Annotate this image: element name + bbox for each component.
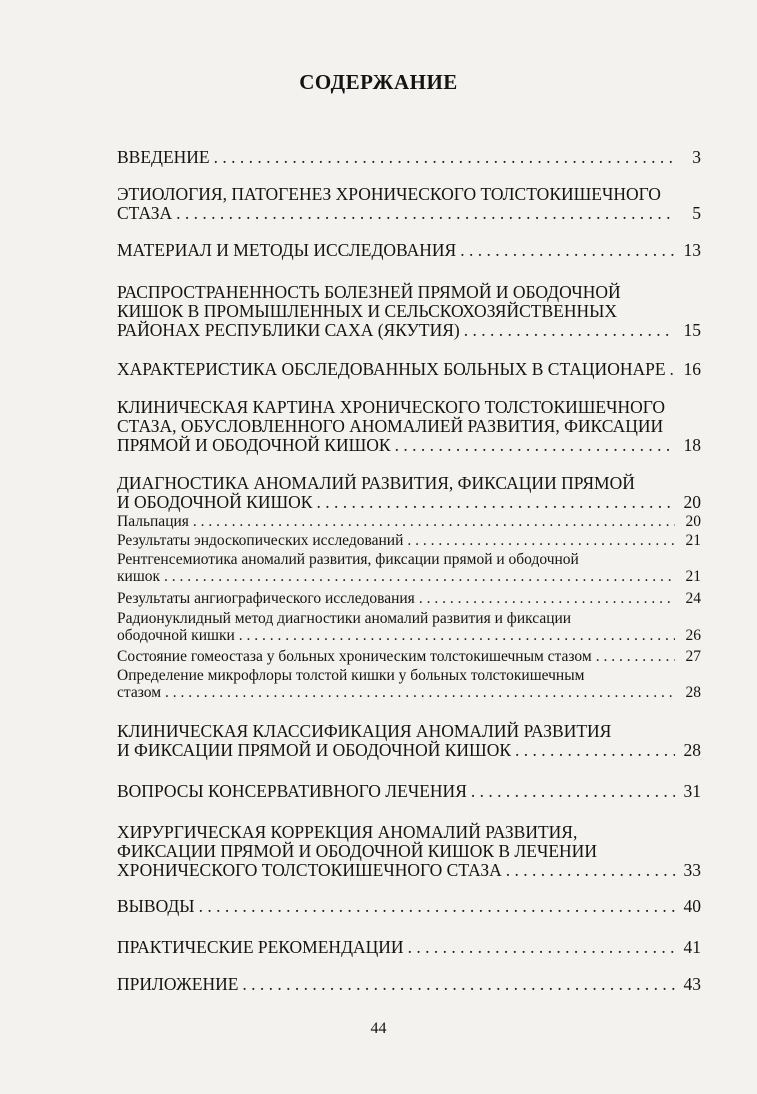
toc-subentry	[117, 532, 701, 549]
toc-subentry	[117, 513, 701, 530]
leader-dots	[193, 513, 675, 530]
toc-entry	[117, 474, 701, 512]
toc-subentry	[117, 648, 701, 665]
toc-page-number: 16	[683, 359, 701, 379]
toc-entry-title: кишок	[117, 568, 161, 585]
toc-entry	[117, 897, 701, 916]
toc-entry-title: КЛИНИЧЕСКАЯ КЛАССИФИКАЦИЯ АНОМАЛИЙ РАЗВИТИЯ	[117, 721, 612, 741]
toc-entry-title: СТАЗА, ОБУСЛОВЛЕННОГО АНОМАЛИЕЙ РАЗВИТИЯ, ФИКСАЦИИ	[117, 416, 664, 436]
toc-page-number: 33	[683, 860, 701, 880]
leader-dots	[471, 782, 675, 801]
leader-dots	[214, 148, 675, 167]
toc-page-number: 15	[683, 320, 701, 340]
toc-page-number: 27	[685, 648, 701, 665]
toc-subentry	[117, 610, 701, 644]
toc-entry-title: И ФИКСАЦИИ ПРЯМОЙ И ОБОДОЧНОЙ КИШОК	[117, 740, 512, 760]
toc-page-number: 31	[683, 781, 701, 801]
toc-page-number: 3	[692, 147, 701, 167]
toc-entry-title: ПРАКТИЧЕСКИЕ РЕКОМЕНДАЦИИ	[117, 937, 404, 957]
page-title: СОДЕРЖАНИЕ	[299, 70, 458, 94]
toc-entry-title: Результаты эндоскопических исследований	[117, 532, 404, 549]
toc-entry-title: стазом	[117, 684, 162, 701]
leader-dots	[242, 975, 675, 994]
toc-page-number: 20	[683, 492, 701, 512]
toc-page-number: 13	[683, 240, 701, 260]
toc-subentry	[117, 667, 701, 701]
toc-entry-title: Пальпация	[117, 513, 189, 530]
toc-page-number: 20	[685, 513, 701, 530]
toc-entry-title: ПРЯМОЙ И ОБОДОЧНОЙ КИШОК	[117, 435, 391, 455]
toc-page-number: 5	[692, 203, 701, 223]
toc-entry-title: МАТЕРИАЛ И МЕТОДЫ ИССЛЕДОВАНИЯ	[117, 240, 457, 260]
toc-page-number: 21	[685, 532, 701, 549]
leader-dots	[176, 204, 675, 223]
leader-dots	[316, 493, 675, 512]
toc-page-number: 26	[685, 627, 701, 644]
toc-page-number: 40	[683, 896, 701, 916]
toc-entry-title: Состояние гомеостаза у больных хроническим толстокишечным стазом	[117, 648, 592, 665]
toc-subentry	[117, 590, 701, 607]
leader-dots	[596, 648, 675, 665]
toc-entry-title: ХРОНИЧЕСКОГО ТОЛСТОКИШЕЧНОГО СТАЗА	[117, 860, 502, 880]
toc-entry-title: Радионуклидный метод диагностики аномалий развития и фиксации	[117, 610, 572, 627]
leader-dots	[515, 741, 675, 760]
leader-dots	[239, 627, 675, 644]
toc-entry-title: СТАЗА	[117, 203, 173, 223]
toc-entry	[117, 398, 701, 455]
toc-entry-title: ДИАГНОСТИКА АНОМАЛИЙ РАЗВИТИЯ, ФИКСАЦИИ ПРЯМОЙ	[117, 473, 635, 493]
toc-entry-title: ЭТИОЛОГИЯ, ПАТОГЕНЕЗ ХРОНИЧЕСКОГО ТОЛСТОКИШЕЧНОГО	[117, 184, 661, 204]
toc-entry	[117, 283, 701, 340]
page-number: 44	[370, 1020, 387, 1037]
toc-page-number: 18	[683, 435, 701, 455]
toc-page-number: 43	[683, 974, 701, 994]
toc-subentry	[117, 551, 701, 585]
toc-entry-title: Результаты ангиографического исследования	[117, 590, 415, 607]
toc-entry	[117, 148, 701, 167]
toc-entry-title: ВЫВОДЫ	[117, 896, 195, 916]
toc-page-number: 24	[685, 590, 701, 607]
leader-dots	[419, 590, 675, 607]
toc-entry-title: КЛИНИЧЕСКАЯ КАРТИНА ХРОНИЧЕСКОГО ТОЛСТОКИШЕЧНОГО	[117, 397, 666, 417]
toc-page-number: 28	[683, 740, 701, 760]
leader-dots	[460, 241, 675, 260]
leader-dots	[670, 360, 675, 379]
toc-entry-title: И ОБОДОЧНОЙ КИШОК	[117, 492, 313, 512]
toc-entry	[117, 938, 701, 957]
toc-entry-title: ВОПРОСЫ КОНСЕРВАТИВНОГО ЛЕЧЕНИЯ	[117, 781, 467, 801]
leader-dots	[164, 568, 675, 585]
toc-entry-title: ВВЕДЕНИЕ	[117, 147, 210, 167]
toc-entry	[117, 823, 701, 880]
toc-entry-title: ХИРУРГИЧЕСКАЯ КОРРЕКЦИЯ АНОМАЛИЙ РАЗВИТИЯ,	[117, 822, 578, 842]
toc-entry	[117, 782, 701, 801]
toc-entry-title: ХАРАКТЕРИСТИКА ОБСЛЕДОВАННЫХ БОЛЬНЫХ В СТАЦИОНАРЕ	[117, 359, 666, 379]
toc-entry-title: Рентгенсемиотика аномалий развития, фиксации прямой и ободочной	[117, 551, 579, 568]
toc-entry-title: РАЙОНАХ РЕСПУБЛИКИ САХА (ЯКУТИЯ)	[117, 320, 460, 340]
toc-page-number: 21	[685, 568, 701, 585]
leader-dots	[395, 436, 675, 455]
toc-page-number: 28	[685, 684, 701, 701]
leader-dots	[506, 861, 675, 880]
toc-entry-title: Определение микрофлоры толстой кишки у больных толстокишечным	[117, 667, 585, 684]
toc-entry-title: РАСПРОСТРАНЕННОСТЬ БОЛЕЗНЕЙ ПРЯМОЙ И ОБОДОЧНОЙ	[117, 282, 621, 302]
toc-entry	[117, 975, 701, 994]
toc-page-number: 41	[683, 937, 701, 957]
toc-entry-title: ФИКСАЦИИ ПРЯМОЙ И ОБОДОЧНОЙ КИШОК В ЛЕЧЕНИИ	[117, 841, 597, 861]
leader-dots	[165, 684, 675, 701]
leader-dots	[408, 938, 675, 957]
toc-entry	[117, 241, 701, 260]
toc-entry	[117, 360, 701, 379]
toc-entry	[117, 185, 701, 223]
toc-entry-title: ободочной кишки	[117, 627, 235, 644]
toc-entry-title: КИШОК В ПРОМЫШЛЕННЫХ И СЕЛЬСКОХОЗЯЙСТВЕННЫХ	[117, 301, 618, 321]
leader-dots	[464, 321, 675, 340]
leader-dots	[407, 532, 675, 549]
toc-entry	[117, 722, 701, 760]
leader-dots	[199, 897, 675, 916]
toc-entry-title: ПРИЛОЖЕНИЕ	[117, 974, 239, 994]
